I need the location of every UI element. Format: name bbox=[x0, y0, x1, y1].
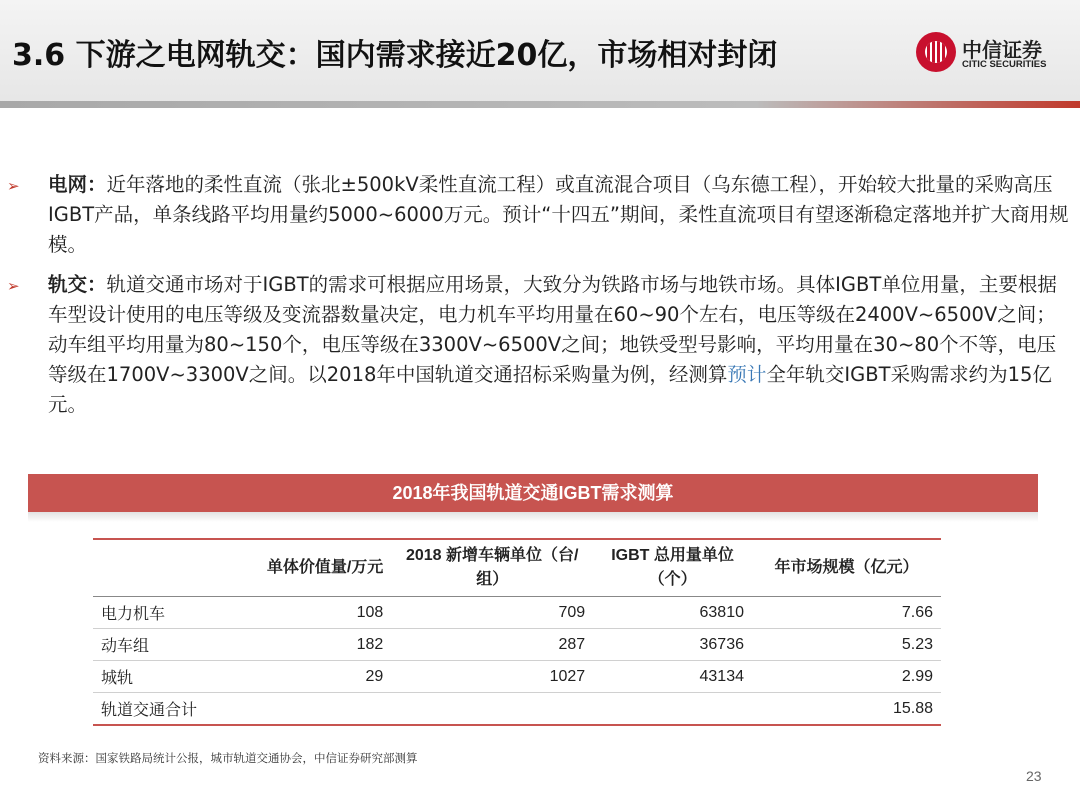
slide-title: 3.6 下游之电网轨交：国内需求接近20亿，市场相对封闭 bbox=[12, 38, 778, 73]
cell-new-vehicles bbox=[391, 693, 593, 726]
header-cell: 年市场规模（亿元） bbox=[752, 539, 941, 597]
cell-unit-value: 29 bbox=[244, 661, 392, 693]
row-label: 动车组 bbox=[93, 629, 244, 661]
bullet-body: 近年落地的柔性直流（张北±500kV柔性直流工程）或直流混合项目（乌东德工程），开始较大批量的采购高压IGBT产品，单条线路平均用量约5000~6000万元。预计“十四五”期间，柔性直流项目有望逐渐稳定落地并扩大商用规模。 bbox=[48, 173, 1069, 256]
citic-logo-icon bbox=[916, 32, 956, 72]
table-row bbox=[93, 629, 941, 661]
table-total-row bbox=[93, 693, 941, 726]
bullet-lead: 轨交： bbox=[48, 273, 107, 296]
citic-logo bbox=[916, 32, 1076, 76]
cell-unit-value bbox=[244, 693, 392, 726]
cell-market-size: 15.88 bbox=[752, 693, 941, 726]
bullet-lead: 电网： bbox=[48, 173, 107, 196]
bullet-highlight: 预计 bbox=[727, 363, 767, 386]
table-title: 2018年我国轨道交通IGBT需求测算 bbox=[392, 483, 674, 503]
bullet-body-end: 全年轨交IGBT采购需求约为15亿元。 bbox=[48, 363, 1052, 416]
cell-igbt-total: 43134 bbox=[593, 661, 752, 693]
igbt-demand-table bbox=[93, 538, 941, 726]
table-title-banner bbox=[28, 474, 1038, 512]
cell-igbt-total: 63810 bbox=[593, 597, 752, 629]
table-row bbox=[93, 597, 941, 629]
cell-new-vehicles: 1027 bbox=[391, 661, 593, 693]
cell-market-size: 2.99 bbox=[752, 661, 941, 693]
header-cell: 2018 新增车辆单位（台/组） bbox=[391, 539, 593, 597]
cell-unit-value: 182 bbox=[244, 629, 392, 661]
slide-header bbox=[0, 0, 1080, 105]
header-cell bbox=[93, 539, 244, 597]
header-divider bbox=[0, 101, 1080, 108]
cell-new-vehicles: 709 bbox=[391, 597, 593, 629]
cell-igbt-total bbox=[593, 693, 752, 726]
cell-unit-value: 108 bbox=[244, 597, 392, 629]
bullet-text bbox=[48, 170, 1072, 260]
row-label: 城轨 bbox=[93, 661, 244, 693]
table-banner-shadow bbox=[28, 512, 1038, 522]
cell-igbt-total: 36736 bbox=[593, 629, 752, 661]
header-cell: 单体价值量/万元 bbox=[244, 539, 392, 597]
bullet-body: 轨道交通市场对于IGBT的需求可根据应用场景，大致分为铁路市场与地铁市场。具体IGBT单位用量，主要根据车型设计使用的电压等级及变流器数量决定，电力机车平均用量在60~90个左右，电压等级在2400V~6500V之间；动车组平均用量为80~150个，电压等级在3300V~6500V之间；地铁受型号影响，平均用量在30~80个不等，电压等级在1700V~3300V之间。以2018年中国轨道交通招标采购量为例，经测算 bbox=[48, 273, 1057, 386]
row-label: 轨道交通合计 bbox=[93, 693, 244, 726]
logo-name-en: CITIC SECURITIES bbox=[962, 59, 1047, 70]
cell-market-size: 7.66 bbox=[752, 597, 941, 629]
logo-name-cn: 中信证券 bbox=[962, 38, 1042, 62]
bullet-arrow-icon: ➢ bbox=[7, 177, 20, 195]
table-row bbox=[93, 661, 941, 693]
header-cell: IGBT 总用量单位（个） bbox=[593, 539, 752, 597]
bullet-arrow-icon: ➢ bbox=[7, 277, 20, 295]
source-note: 资料来源：国家铁路局统计公报，城市轨道交通协会，中信证券研究部测算 bbox=[38, 751, 418, 765]
table-header-row bbox=[93, 539, 941, 597]
cell-market-size: 5.23 bbox=[752, 629, 941, 661]
cell-new-vehicles: 287 bbox=[391, 629, 593, 661]
page-number: 23 bbox=[1026, 768, 1042, 784]
bullet-text bbox=[48, 270, 1072, 420]
row-label: 电力机车 bbox=[93, 597, 244, 629]
